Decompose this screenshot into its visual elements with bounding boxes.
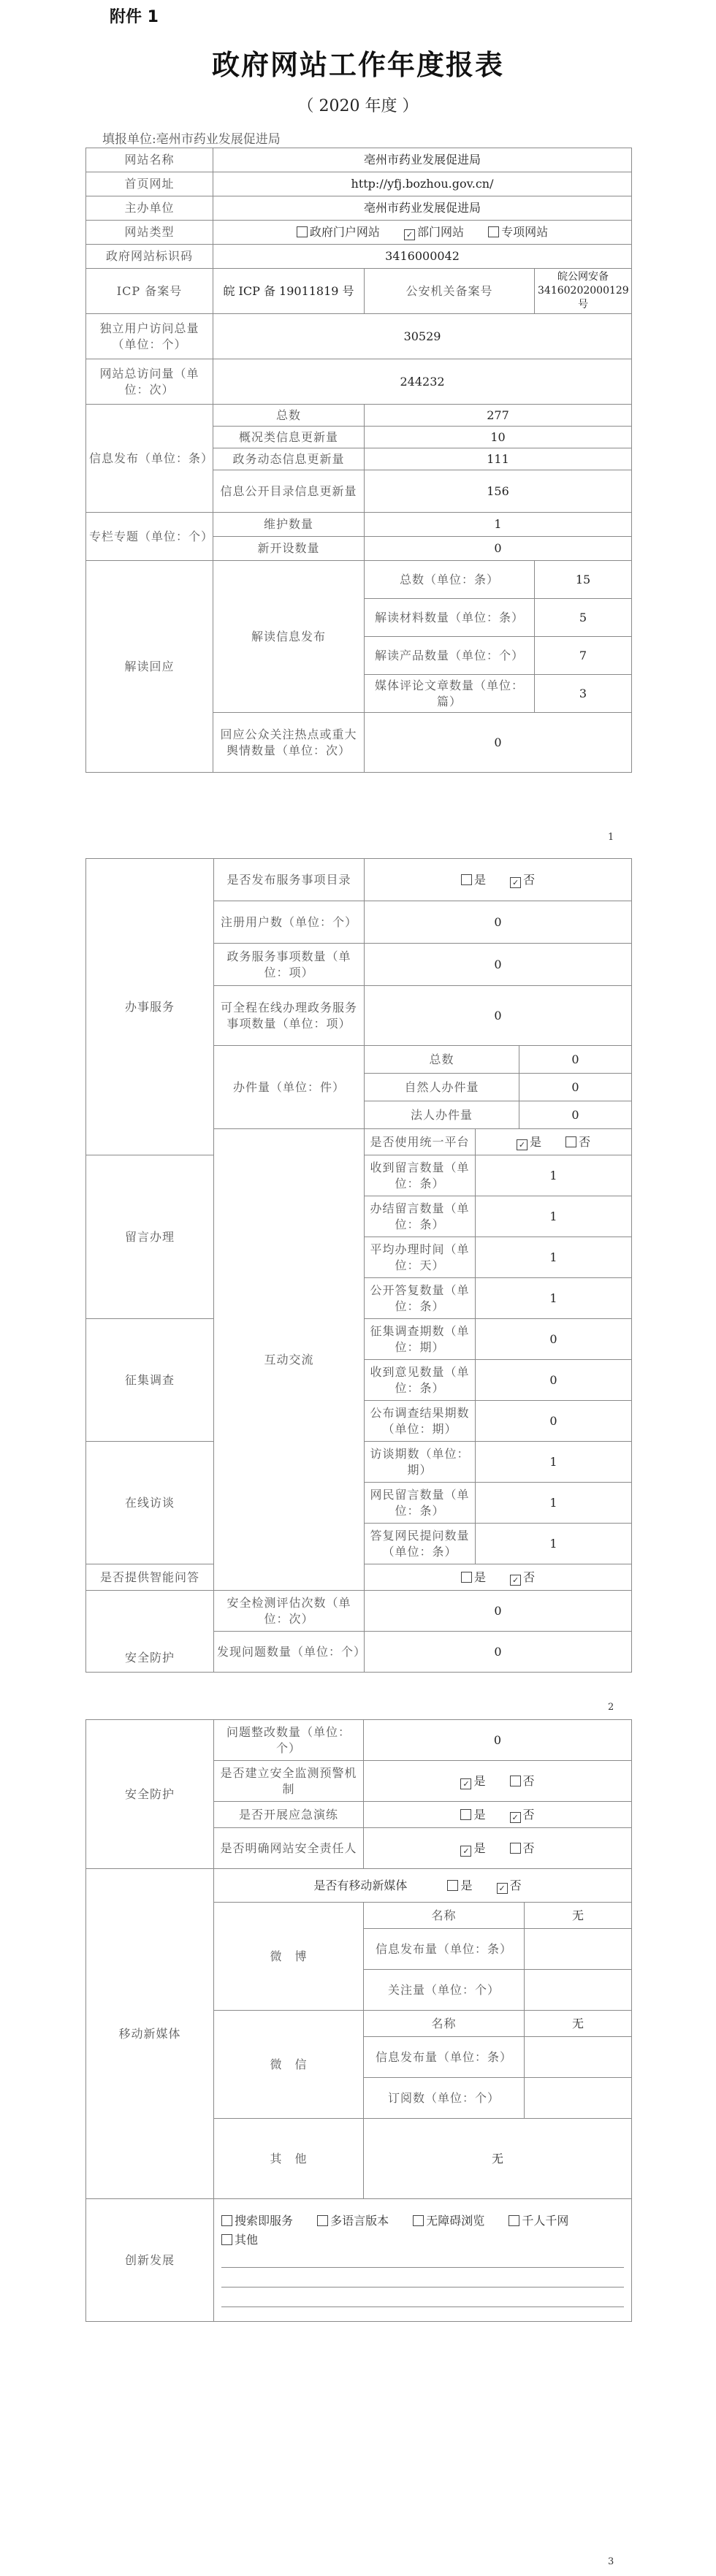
icp-value: 皖 ICP 备 19011819 号 xyxy=(213,269,365,314)
overview-label: 概况类信息更新量 xyxy=(213,427,365,448)
opinions-label: 收到意见数量（单位：条） xyxy=(365,1360,476,1401)
service-section-label: 办事服务 xyxy=(86,859,214,1155)
done-value: 1 xyxy=(476,1196,632,1237)
checkbox-icon[interactable] xyxy=(221,2234,232,2245)
page-views-label: 网站总访问量（单位：次） xyxy=(86,359,213,405)
personalized-option: 千人千网 xyxy=(522,2214,569,2228)
interview-periods-label: 访谈期数（单位：期） xyxy=(365,1442,476,1483)
report-year: （ 2020 年度 ） xyxy=(297,97,419,115)
fixed-value: 0 xyxy=(364,1720,632,1761)
weixin-posts-value xyxy=(525,2037,632,2078)
police-label: 公安机关备案号 xyxy=(365,269,535,314)
interaction-section-label: 互动交流 xyxy=(214,1129,365,1591)
interpret-total-label: 总数（单位：条） xyxy=(365,561,535,599)
checkbox-checked-icon[interactable]: ✓ xyxy=(510,1575,521,1586)
product-label: 解读产品数量（单位：个） xyxy=(365,637,535,675)
survey-periods-value: 0 xyxy=(476,1319,632,1360)
option-yes: 是 xyxy=(529,1134,541,1149)
weibo-label: 微 博 xyxy=(214,1903,364,2011)
interview-periods-value: 1 xyxy=(476,1442,632,1483)
survey-periods-label: 征集调查期数（单位：期） xyxy=(365,1319,476,1360)
answered-value: 1 xyxy=(476,1524,632,1564)
option-no: 否 xyxy=(523,1570,536,1584)
monitor-label: 是否建立安全监测预警机制 xyxy=(214,1761,364,1802)
media-comment-value: 3 xyxy=(535,675,632,713)
received-value: 1 xyxy=(476,1155,632,1196)
checkbox-checked-icon[interactable]: ✓ xyxy=(460,1778,471,1789)
avg-time-label: 平均办理时间（单位：天） xyxy=(365,1237,476,1278)
option-yes: 是 xyxy=(473,1570,486,1584)
checkbox-icon[interactable] xyxy=(488,226,499,237)
checkbox-checked-icon[interactable]: ✓ xyxy=(517,1139,528,1150)
handled-total-value: 0 xyxy=(519,1046,632,1074)
online-items-value: 0 xyxy=(365,986,632,1046)
checkbox-checked-icon[interactable]: ✓ xyxy=(404,229,415,240)
items-label: 政务服务事项数量（单位：项） xyxy=(214,944,365,986)
maintain-label: 维护数量 xyxy=(213,513,365,537)
public-reply-value: 1 xyxy=(476,1278,632,1319)
smart-qa-label: 是否提供智能问答 xyxy=(86,1564,214,1591)
drill-options xyxy=(364,1802,632,1828)
publish-total-label: 总数 xyxy=(213,405,365,427)
option-yes: 是 xyxy=(473,1841,486,1855)
accessibility-option: 无障碍浏览 xyxy=(426,2214,485,2228)
items-value: 0 xyxy=(365,944,632,986)
checkbox-icon[interactable] xyxy=(461,1572,472,1583)
site-type-options xyxy=(213,221,632,245)
innovation-options xyxy=(214,2199,632,2322)
search-service-option: 搜索即服务 xyxy=(235,2214,294,2228)
new-columns-value: 0 xyxy=(365,537,632,561)
material-label: 解读材料数量（单位：条） xyxy=(365,599,535,637)
checkbox-checked-icon[interactable]: ✓ xyxy=(510,877,521,888)
weixin-label: 微 信 xyxy=(214,2011,364,2119)
weibo-posts-value xyxy=(525,1929,632,1970)
other-option: 其他 xyxy=(235,2233,259,2247)
interpret-total-value: 15 xyxy=(535,561,632,599)
handled-label: 办件量（单位：件） xyxy=(214,1046,365,1129)
site-name-value: 亳州市药业发展促进局 xyxy=(213,148,632,172)
option-no: 否 xyxy=(522,1773,535,1788)
multilanguage-option: 多语言版本 xyxy=(330,2214,389,2228)
weibo-posts-label: 信息发布量（单位：条） xyxy=(364,1929,525,1970)
service-directory-label: 是否发布服务事项目录 xyxy=(214,859,365,901)
unique-visitors-label: 独立用户访问总量（单位：个） xyxy=(86,314,213,359)
host-value: 亳州市药业发展促进局 xyxy=(213,196,632,221)
respond-label: 回应公众关注热点或重大舆情数量（单位：次） xyxy=(213,713,365,773)
type-option-portal: 政府门户网站 xyxy=(309,225,380,239)
security-section-label: 安全防护 xyxy=(86,1591,214,1673)
checkbox-icon[interactable] xyxy=(565,1136,576,1147)
weixin-name-value: 无 xyxy=(525,2011,632,2037)
option-no: 否 xyxy=(579,1134,591,1149)
checkbox-icon[interactable] xyxy=(413,2215,424,2226)
page-views-value: 244232 xyxy=(213,359,632,405)
service-directory-options xyxy=(365,859,632,901)
site-type-label: 网站类型 xyxy=(86,221,213,245)
other-media-label: 其 他 xyxy=(214,2119,364,2199)
interpret-section-label: 解读回应 xyxy=(86,561,213,773)
netizen-label: 网民留言数量（单位：条） xyxy=(365,1483,476,1524)
platform-options xyxy=(476,1129,632,1155)
checkbox-icon[interactable] xyxy=(510,1843,521,1854)
survey-results-value: 0 xyxy=(476,1401,632,1442)
users-value: 0 xyxy=(365,901,632,944)
product-value: 7 xyxy=(535,637,632,675)
interpret-release-label: 解读信息发布 xyxy=(213,561,365,713)
checkbox-icon[interactable] xyxy=(461,874,472,885)
material-value: 5 xyxy=(535,599,632,637)
checkbox-icon[interactable] xyxy=(460,1809,471,1820)
users-label: 注册用户数（单位：个） xyxy=(214,901,365,944)
has-media-label: 是否有移动新媒体 xyxy=(313,1878,408,1892)
table-page-3 xyxy=(85,1719,632,2322)
opinions-value: 0 xyxy=(476,1360,632,1401)
checkbox-icon[interactable] xyxy=(297,226,308,237)
fill-line[interactable] xyxy=(221,2271,624,2288)
checkbox-checked-icon[interactable]: ✓ xyxy=(497,1883,508,1894)
site-code-label: 政府网站标识码 xyxy=(86,245,213,269)
handled-total-label: 总数 xyxy=(365,1046,519,1074)
checkbox-checked-icon[interactable]: ✓ xyxy=(510,1812,521,1823)
media-section-label: 移动新媒体 xyxy=(86,1869,214,2199)
checkbox-icon[interactable] xyxy=(447,1880,458,1891)
corp-value: 0 xyxy=(519,1101,632,1129)
home-url-label: 首页网址 xyxy=(86,172,213,196)
weixin-name-label: 名称 xyxy=(364,2011,525,2037)
message-handling-label: 留言办理 xyxy=(86,1155,214,1319)
issues-label: 发现问题数量（单位：个） xyxy=(214,1632,365,1673)
page-number: 3 xyxy=(608,2556,614,2567)
police-value: 皖公网安备 34160202000129 号 xyxy=(535,269,632,314)
weibo-follow-label: 关注量（单位：个） xyxy=(364,1970,525,2011)
weibo-name-label: 名称 xyxy=(364,1903,525,1929)
option-yes: 是 xyxy=(460,1878,473,1892)
corp-label: 法人办件量 xyxy=(365,1101,519,1129)
netizen-value: 1 xyxy=(476,1483,632,1524)
fill-line[interactable] xyxy=(221,2290,624,2307)
fixed-label: 问题整改数量（单位：个） xyxy=(214,1720,364,1761)
survey-label: 征集调查 xyxy=(86,1319,214,1442)
option-no: 否 xyxy=(522,1807,535,1822)
unique-visitors-value: 30529 xyxy=(213,314,632,359)
answered-label: 答复网民提问数量（单位：条） xyxy=(365,1524,476,1564)
monitor-options xyxy=(364,1761,632,1802)
public-reply-label: 公开答复数量（单位：条） xyxy=(365,1278,476,1319)
host-label: 主办单位 xyxy=(86,196,213,221)
overview-value: 10 xyxy=(365,427,632,448)
maintain-value: 1 xyxy=(365,513,632,537)
duty-label: 是否明确网站安全责任人 xyxy=(214,1828,364,1869)
checks-label: 安全检测评估次数（单位：次） xyxy=(214,1591,365,1632)
interview-label: 在线访谈 xyxy=(86,1442,214,1564)
option-yes: 是 xyxy=(473,872,486,887)
site-code-value: 3416000042 xyxy=(213,245,632,269)
type-option-special: 专项网站 xyxy=(501,225,549,239)
online-items-label: 可全程在线办理政务服务事项数量（单位：项） xyxy=(214,986,365,1046)
home-url-value: http://yfj.bozhou.gov.cn/ xyxy=(213,172,632,196)
type-option-department: 部门网站 xyxy=(417,225,465,239)
checks-value: 0 xyxy=(365,1591,632,1632)
issues-value: 0 xyxy=(365,1632,632,1673)
new-columns-label: 新开设数量 xyxy=(213,537,365,561)
weibo-name-value: 无 xyxy=(525,1903,632,1929)
catalog-label: 信息公开目录信息更新量 xyxy=(213,470,365,513)
publish-section-label: 信息发布（单位：条） xyxy=(86,405,213,513)
news-label: 政务动态信息更新量 xyxy=(213,448,365,470)
done-label: 办结留言数量（单位：条） xyxy=(365,1196,476,1237)
received-label: 收到留言数量（单位：条） xyxy=(365,1155,476,1196)
fill-line[interactable] xyxy=(221,2251,624,2268)
page-title: 政府网站工作年度报表 xyxy=(211,48,504,81)
checkbox-icon[interactable] xyxy=(221,2215,232,2226)
has-media-row xyxy=(214,1869,632,1903)
news-value: 111 xyxy=(365,448,632,470)
weibo-follow-value xyxy=(525,1970,632,2011)
checkbox-icon[interactable] xyxy=(510,1776,521,1786)
innovation-section-label: 创新发展 xyxy=(86,2199,214,2322)
checkbox-checked-icon[interactable]: ✓ xyxy=(460,1846,471,1857)
checkbox-icon[interactable] xyxy=(317,2215,328,2226)
columns-section-label: 专栏专题（单位：个） xyxy=(86,513,213,561)
table-page-1 xyxy=(85,148,632,773)
platform-label: 是否使用统一平台 xyxy=(365,1129,476,1155)
page-number: 1 xyxy=(608,832,614,843)
catalog-value: 156 xyxy=(365,470,632,513)
reporting-unit: 填报单位:亳州市药业发展促进局 xyxy=(102,132,281,147)
weixin-sub-value xyxy=(525,2078,632,2119)
checkbox-icon[interactable] xyxy=(509,2215,519,2226)
page-number: 2 xyxy=(608,1702,614,1713)
smart-qa-options xyxy=(365,1564,632,1591)
drill-label: 是否开展应急演练 xyxy=(214,1802,364,1828)
option-yes: 是 xyxy=(473,1807,486,1822)
media-comment-label: 媒体评论文章数量（单位：篇） xyxy=(365,675,535,713)
duty-options xyxy=(364,1828,632,1869)
security-section-label: 安全防护 xyxy=(86,1720,214,1869)
site-name-label: 网站名称 xyxy=(86,148,213,172)
weixin-posts-label: 信息发布量（单位：条） xyxy=(364,2037,525,2078)
other-media-value: 无 xyxy=(364,2119,632,2199)
weixin-sub-label: 订阅数（单位：个） xyxy=(364,2078,525,2119)
survey-results-label: 公布调查结果期数（单位：期） xyxy=(365,1401,476,1442)
publish-total-value: 277 xyxy=(365,405,632,427)
avg-time-value: 1 xyxy=(476,1237,632,1278)
icp-label: ICP 备案号 xyxy=(86,269,213,314)
option-no: 否 xyxy=(523,872,536,887)
respond-value: 0 xyxy=(365,713,632,773)
person-value: 0 xyxy=(519,1074,632,1101)
option-yes: 是 xyxy=(473,1773,486,1788)
table-page-2 xyxy=(85,858,632,1673)
person-label: 自然人办件量 xyxy=(365,1074,519,1101)
annex-label: 附件 1 xyxy=(110,8,159,26)
option-no: 否 xyxy=(509,1878,522,1892)
option-no: 否 xyxy=(522,1841,535,1855)
